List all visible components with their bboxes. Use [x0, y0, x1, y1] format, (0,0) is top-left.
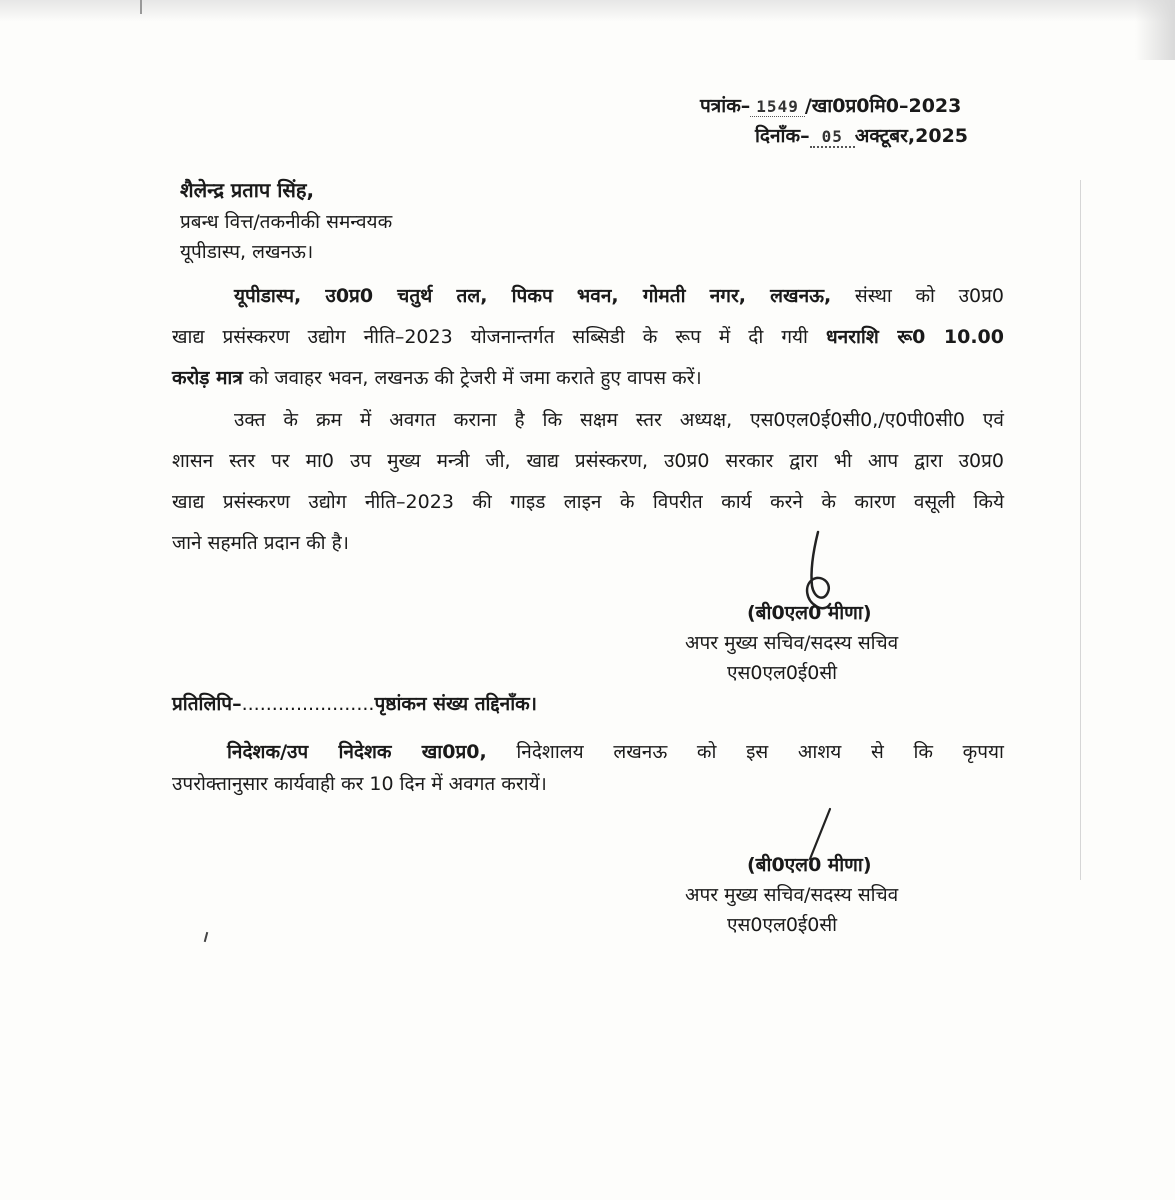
reference-line: पत्रांक– 1549 /खा0प्र0मि0–2023 [700, 95, 962, 117]
para1-line-1: यूपीडास्प, उ0प्र0 चतुर्थ तल, पिकप भवन, गोमती नगर, लखनऊ, संस्था को उ0प्र0 [234, 285, 1004, 307]
para1-line-3: करोड़ मात्र को जवाहर भवन, लखनऊ की ट्रेजरी में जमा कराते हुए वापस करें। [172, 367, 702, 389]
signatory-title-1: अपर मुख्य सचिव/सदस्य सचिव [685, 632, 899, 654]
copy-text: पृष्ठांकन संख्य तद्दिनाँक। [374, 693, 537, 715]
date-day: 05 [810, 127, 855, 148]
stray-mark [204, 932, 209, 942]
addressee-org: यूपीडास्प, लखनऊ। [180, 241, 314, 263]
para2-line-1: उक्त के क्रम में अवगत कराना है कि सक्षम स्तर अध्यक्ष, एस0एल0ई0सी0,/ए0पी0सी0 एवं [234, 409, 1004, 431]
date-line: दिनाँक– 05 अक्टूबर,2025 [755, 125, 969, 147]
para1-line-2: खाद्य प्रसंस्करण उद्योग नीति–2023 योजनान्तर्गत सब्सिडी के रूप में दी गयी धनराशि रू0 10.00 [172, 326, 1005, 348]
signatory-name-2: (बी0एल0 मीणा) [747, 854, 872, 876]
copy-line [172, 690, 537, 716]
date-rest: अक्टूबर,2025 [854, 125, 969, 147]
para2-line-3: खाद्य प्रसंस्करण उद्योग नीति–2023 की गाइड लाइन के विपरीत कार्य करने के कारण वसूली किये [172, 491, 1004, 513]
ref-number: 1549 [750, 97, 805, 117]
signatory-office-2: एस0एल0ई0सी [727, 914, 838, 936]
para1-bold-address: यूपीडास्प, उ0प्र0 चतुर्थ तल, पिकप भवन, गोमती नगर, लखनऊ, [234, 285, 832, 307]
copy-paragraph [172, 736, 1004, 800]
para2-line-2: शासन स्तर पर मा0 उप मुख्य मन्त्री जी, खाद्य प्रसंस्करण, उ0प्र0 सरकार द्वारा भी आप द्वारा उ0प्र0 [172, 450, 1004, 472]
scan-mark [140, 0, 142, 14]
scan-shadow-top [0, 0, 1175, 22]
signature-block-2 [685, 850, 898, 940]
signatory-title-2: अपर मुख्य सचिव/सदस्य सचिव [685, 884, 899, 906]
body-paragraph-1 [172, 276, 1004, 399]
copy-para-line-1: निदेशक/उप निदेशक खा0प्र0, निदेशालय लखनऊ को इस आशय से कि कृपया [227, 741, 1004, 763]
ref-label: पत्रांक [700, 95, 741, 117]
signatory-office-1: एस0एल0ई0सी [727, 662, 838, 684]
copy-label: प्रतिलिपि– [172, 693, 242, 715]
para2-line-4: जाने सहमति प्रदान की है। [172, 532, 349, 554]
para1-bold-amount: धनराशि रू0 10.00 [825, 326, 1005, 348]
addressee-name: शैलेन्द्र प्रताप सिंह, [180, 178, 315, 202]
date-label: दिनाँक [755, 125, 801, 147]
body-paragraph-2 [172, 400, 1004, 564]
ref-suffix: /खा0प्र0मि0–2023 [804, 95, 962, 117]
scan-shadow-corner [1135, 0, 1175, 60]
scan-crease-line [1080, 180, 1081, 880]
signature-block-1 [685, 598, 898, 688]
copy-dots: ...................... [241, 693, 375, 715]
copy-para-line-2: उपरोक्तानुसार कार्यवाही कर 10 दिन में अवगत करायें। [172, 773, 547, 795]
signatory-name-1: (बी0एल0 मीणा) [747, 602, 872, 624]
addressee-designation: प्रबन्ध वित्त/तकनीकी समन्वयक [180, 211, 393, 233]
